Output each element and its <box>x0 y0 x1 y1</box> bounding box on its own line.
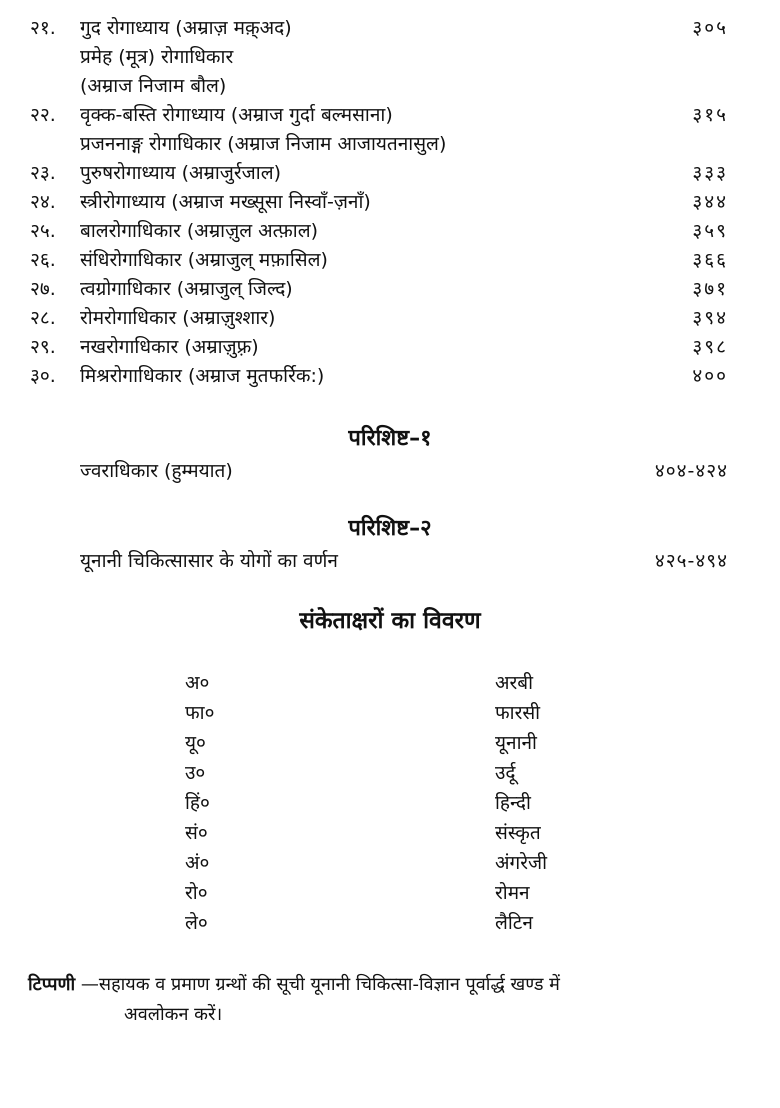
appendix-1-entry <box>0 456 780 486</box>
entry-title: स्त्रीरोगाध्याय (अम्राज मख्सूसा निस्वाँ-ज़नाँ) <box>80 191 371 213</box>
toc-entry-26 <box>0 246 780 275</box>
entry-page: ३५९ <box>692 220 728 242</box>
abbreviation-short: सं० <box>185 822 208 844</box>
entry-number: २७. <box>30 278 56 300</box>
entry-page: ३९८ <box>692 336 728 358</box>
appendix-2-heading: परिशिष्ट–२ <box>348 516 432 541</box>
abbreviation-meaning: अंगरेजी <box>495 852 548 874</box>
footnote-text: —सहायक व प्रमाण ग्रन्थों की सूची यूनानी चिकित्सा-विज्ञान पूर्वार्द्ध खण्ड में <box>75 974 560 995</box>
abbreviation-meaning: हिन्दी <box>495 792 531 814</box>
toc-entry-21-line2 <box>0 43 780 72</box>
abbreviation-meaning: फारसी <box>495 702 541 724</box>
abbreviation-short: हिं० <box>185 792 210 814</box>
appendix-2-pages: ४२५-४९४ <box>654 550 728 572</box>
abbreviation-short: यू० <box>185 732 206 754</box>
abbreviation-row <box>0 698 780 728</box>
abbreviations-heading: संकेताक्षरों का विवरण <box>299 608 481 634</box>
appendix-2-entry <box>0 546 780 576</box>
entry-page: ३९४ <box>692 307 728 329</box>
abbreviation-row <box>0 788 780 818</box>
entry-title: त्वग्रोगाधिकार (अम्राजुल् जिल्द) <box>80 278 293 300</box>
appendix-1-heading: परिशिष्ट–१ <box>348 426 432 451</box>
table-of-contents <box>0 14 780 391</box>
toc-entry-21 <box>0 14 780 43</box>
footnote-line-1 <box>28 970 738 1000</box>
toc-entry-25 <box>0 217 780 246</box>
toc-entry-24 <box>0 188 780 217</box>
entry-title: पुरुषरोगाध्याय (अम्राजुर्रजाल) <box>80 162 281 184</box>
entry-title-continued: प्रमेह (मूत्र) रोगाधिकार <box>80 46 234 68</box>
entry-page: ३७१ <box>692 278 728 300</box>
entry-page: ४०० <box>692 365 728 387</box>
entry-page: ३१५ <box>692 104 728 126</box>
entry-page: ३३३ <box>692 162 728 184</box>
abbreviation-short: उ० <box>185 762 206 784</box>
entry-title: बालरोगाधिकार (अम्राज़ुल अत्फ़ाल) <box>80 220 319 242</box>
entry-number: ३०. <box>30 365 56 387</box>
abbreviation-row <box>0 668 780 698</box>
entry-number: २२. <box>30 104 56 126</box>
abbreviation-row <box>0 818 780 848</box>
abbreviation-meaning: अरबी <box>495 672 534 694</box>
abbreviation-row <box>0 848 780 878</box>
abbreviation-row <box>0 758 780 788</box>
abbreviation-meaning: संस्कृत <box>495 822 541 844</box>
entry-number: २५. <box>30 220 56 242</box>
abbreviation-meaning: रोमन <box>495 882 530 904</box>
footnote <box>28 970 738 1030</box>
entry-title-continued: (अम्राज निजाम बौल) <box>80 75 227 97</box>
toc-entry-22-line2 <box>0 130 780 159</box>
abbreviation-meaning: यूनानी <box>495 732 537 754</box>
entry-page: ३४४ <box>692 191 728 213</box>
abbreviation-row <box>0 728 780 758</box>
abbreviation-short: रो० <box>185 882 208 904</box>
abbreviation-row <box>0 908 780 938</box>
abbreviations-list <box>0 668 780 938</box>
abbreviation-short: फा० <box>185 702 215 724</box>
abbreviation-meaning: लैटिन <box>495 912 533 934</box>
entry-number: २८. <box>30 307 56 329</box>
entry-number: २४. <box>30 191 56 213</box>
appendix-1-title: ज्वराधिकार (हुम्मयात) <box>80 460 233 482</box>
entry-page: ३०५ <box>692 17 728 39</box>
entry-number: २३. <box>30 162 56 184</box>
appendix-2-title: यूनानी चिकित्सासार के योगों का वर्णन <box>80 550 338 572</box>
toc-entry-30 <box>0 362 780 391</box>
toc-entry-22 <box>0 101 780 130</box>
toc-entry-27 <box>0 275 780 304</box>
entry-title: संधिरोगाधिकार (अम्राजुल् मफ़ासिल) <box>80 249 328 271</box>
footnote-line-2: अवलोकन करें। <box>124 1004 223 1025</box>
entry-title: वृक्क-बस्ति रोगाध्याय (अम्राज गुर्दा बल्मसाना) <box>80 104 393 126</box>
entry-number: २९. <box>30 336 56 358</box>
footnote-label: टिप्पणी <box>28 974 76 995</box>
abbreviation-meaning: उर्दू <box>495 762 516 784</box>
abbreviation-short: अं० <box>185 852 210 874</box>
appendix-1-pages: ४०४-४२४ <box>654 460 728 482</box>
entry-title: नखरोगाधिकार (अम्राज़ुफ़्र) <box>80 336 259 358</box>
entry-title: गुद रोगाध्याय (अम्राज़ मक़्अद) <box>80 17 292 39</box>
toc-entry-23 <box>0 159 780 188</box>
toc-entry-28 <box>0 304 780 333</box>
entry-page: ३६६ <box>692 249 728 271</box>
entry-title: मिश्ररोगाधिकार (अम्राज मुतफर्रिक:) <box>80 365 325 387</box>
entry-title: रोमरोगाधिकार (अम्राज़ुश्शार) <box>80 307 276 329</box>
abbreviation-short: ले० <box>185 912 208 934</box>
entry-title-continued: प्रजननाङ्ग रोगाधिकार (अम्राज निजाम आजायतनासुल) <box>80 133 447 155</box>
abbreviation-short: अ० <box>185 672 210 694</box>
toc-entry-21-line3 <box>0 72 780 101</box>
abbreviation-row <box>0 878 780 908</box>
toc-entry-29 <box>0 333 780 362</box>
entry-number: २६. <box>30 249 56 271</box>
entry-number: २१. <box>30 17 56 39</box>
